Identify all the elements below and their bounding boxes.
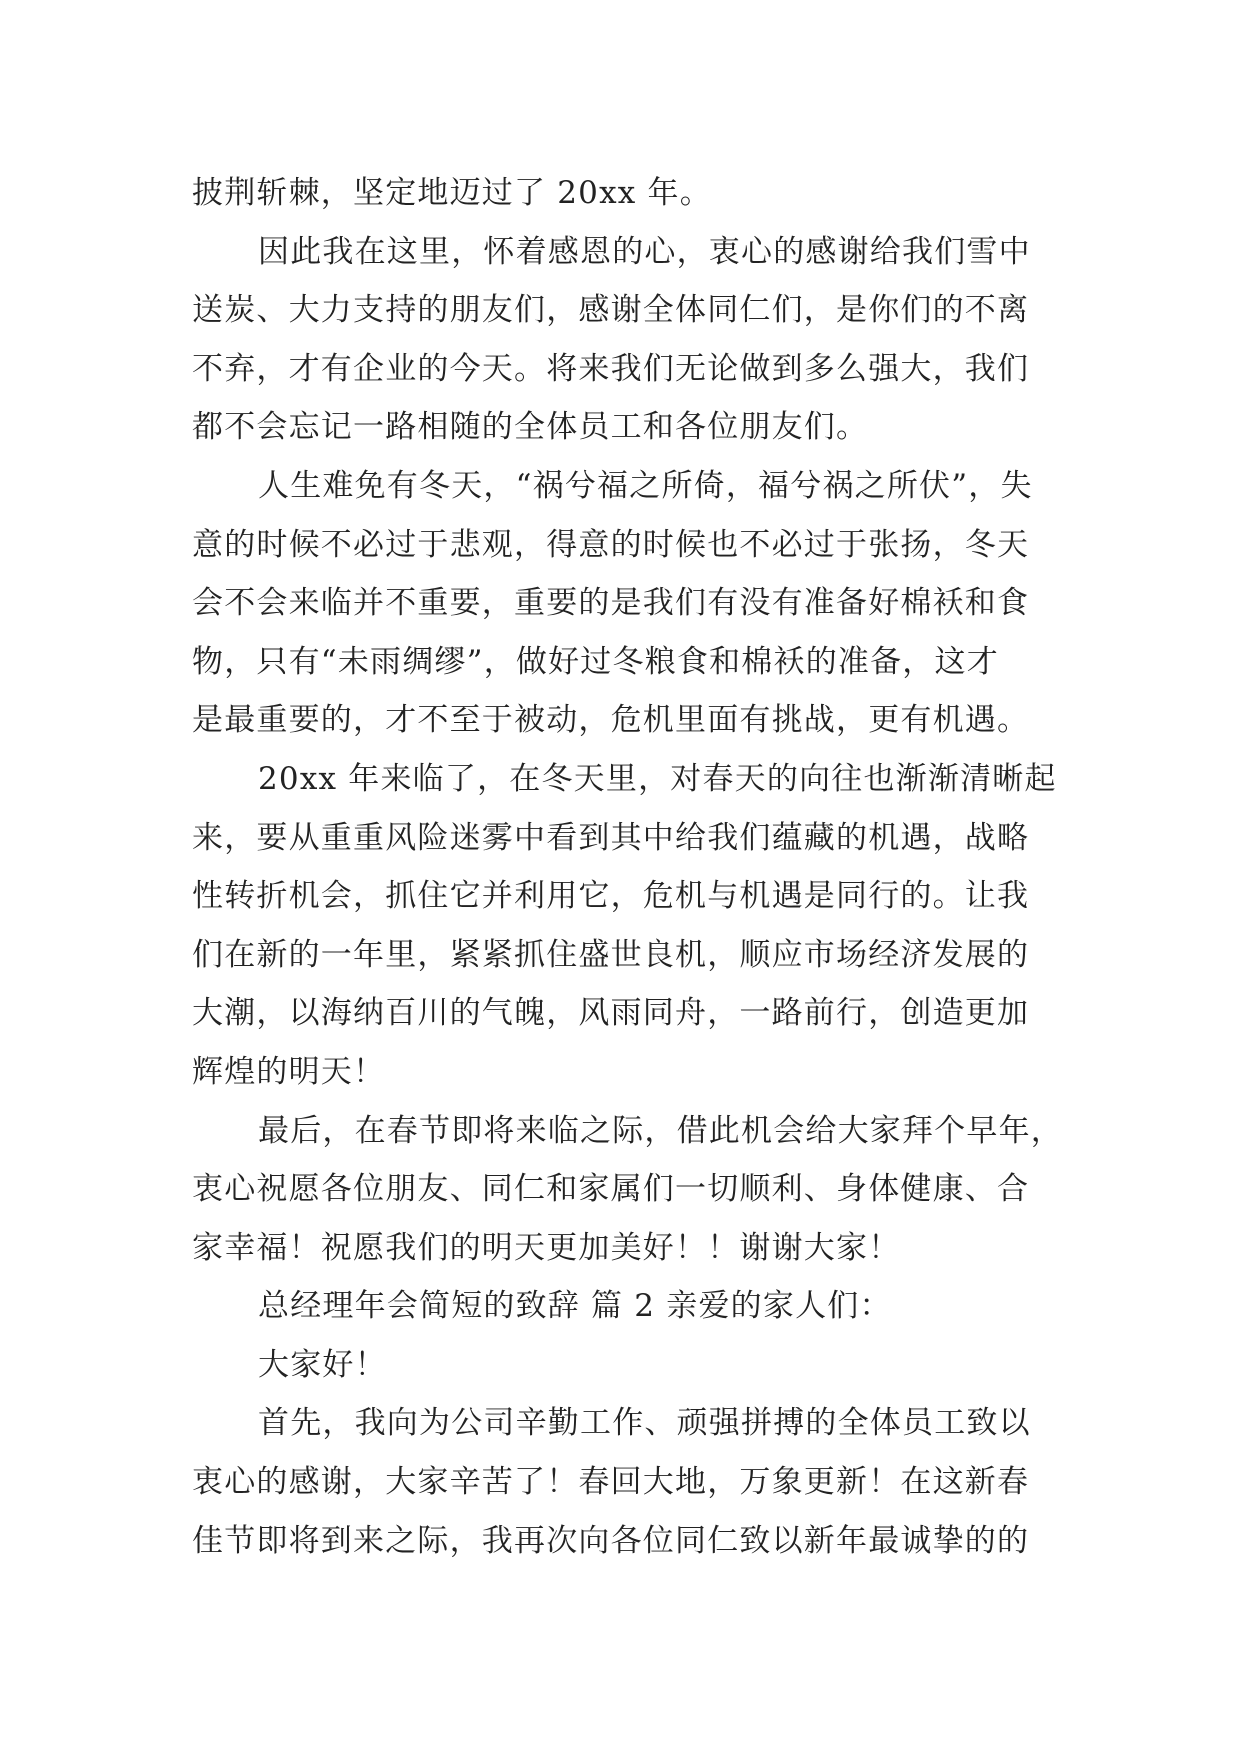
text-line: 意的时候不必过于悲观，得意的时候也不必过于张扬，冬天 bbox=[192, 526, 1030, 563]
greeting-line: 大家好！ bbox=[258, 1346, 387, 1383]
text-line: 人生难免有冬天，“祸兮福之所倚，福兮祸之所伏”，失 bbox=[258, 467, 1033, 504]
text-line: 因此我在这里，怀着感恩的心，衷心的感谢给我们雪中 bbox=[258, 233, 1031, 270]
document-body bbox=[192, 164, 1072, 1570]
text-line: 衷心祝愿各位朋友、同仁和家属们一切顺利、身体健康、合 bbox=[192, 1171, 1030, 1208]
text-line: 20xx 年来临了，在冬天里，对春天的向往也渐渐清晰起 bbox=[258, 760, 1057, 797]
text-line: 物，只有“未雨绸缪”，做好过冬粮食和棉袄的准备，这才 bbox=[192, 643, 999, 680]
text-line: 衷心的感谢，大家辛苦了！春回大地，万象更新！在这新春 bbox=[192, 1464, 1030, 1501]
text-line: 首先，我向为公司辛勤工作、顽强拼搏的全体员工致以 bbox=[258, 1405, 1031, 1442]
text-line: 大潮，以海纳百川的气魄，风雨同舟，一路前行，创造更加 bbox=[192, 995, 1030, 1032]
text-line: 都不会忘记一路相随的全体员工和各位朋友们。 bbox=[192, 409, 869, 446]
section-heading: 总经理年会简短的致辞 篇 2 亲爱的家人们： bbox=[258, 1288, 892, 1325]
text-line: 们在新的一年里，紧紧抓住盛世良机，顺应市场经济发展的 bbox=[192, 936, 1030, 973]
text-line: 家幸福！祝愿我们的明天更加美好！！谢谢大家！ bbox=[192, 1229, 901, 1266]
text-line: 送炭、大力支持的朋友们，感谢全体同仁们，是你们的不离 bbox=[192, 292, 1030, 329]
text-line: 最后，在春节即将来临之际，借此机会给大家拜个早年， bbox=[258, 1112, 1063, 1149]
text-line: 不弃，才有企业的今天。将来我们无论做到多么强大，我们 bbox=[192, 350, 1030, 387]
text-line: 辉煌的明天！ bbox=[192, 1053, 386, 1090]
text-line: 性转折机会，抓住它并利用它，危机与机遇是同行的。让我 bbox=[192, 878, 1030, 915]
text-line: 是最重要的，才不至于被动，危机里面有挑战，更有机遇。 bbox=[192, 702, 1030, 739]
text-line: 佳节即将到来之际，我再次向各位同仁致以新年最诚挚的的 bbox=[192, 1522, 1030, 1559]
text-line: 来，要从重重风险迷雾中看到其中给我们蕴藏的机遇，战略 bbox=[192, 819, 1030, 856]
text-line: 披荆斩棘，坚定地迈过了 20xx 年。 bbox=[192, 175, 712, 211]
text-line: 会不会来临并不重要，重要的是我们有没有准备好棉袄和食 bbox=[192, 585, 1030, 622]
